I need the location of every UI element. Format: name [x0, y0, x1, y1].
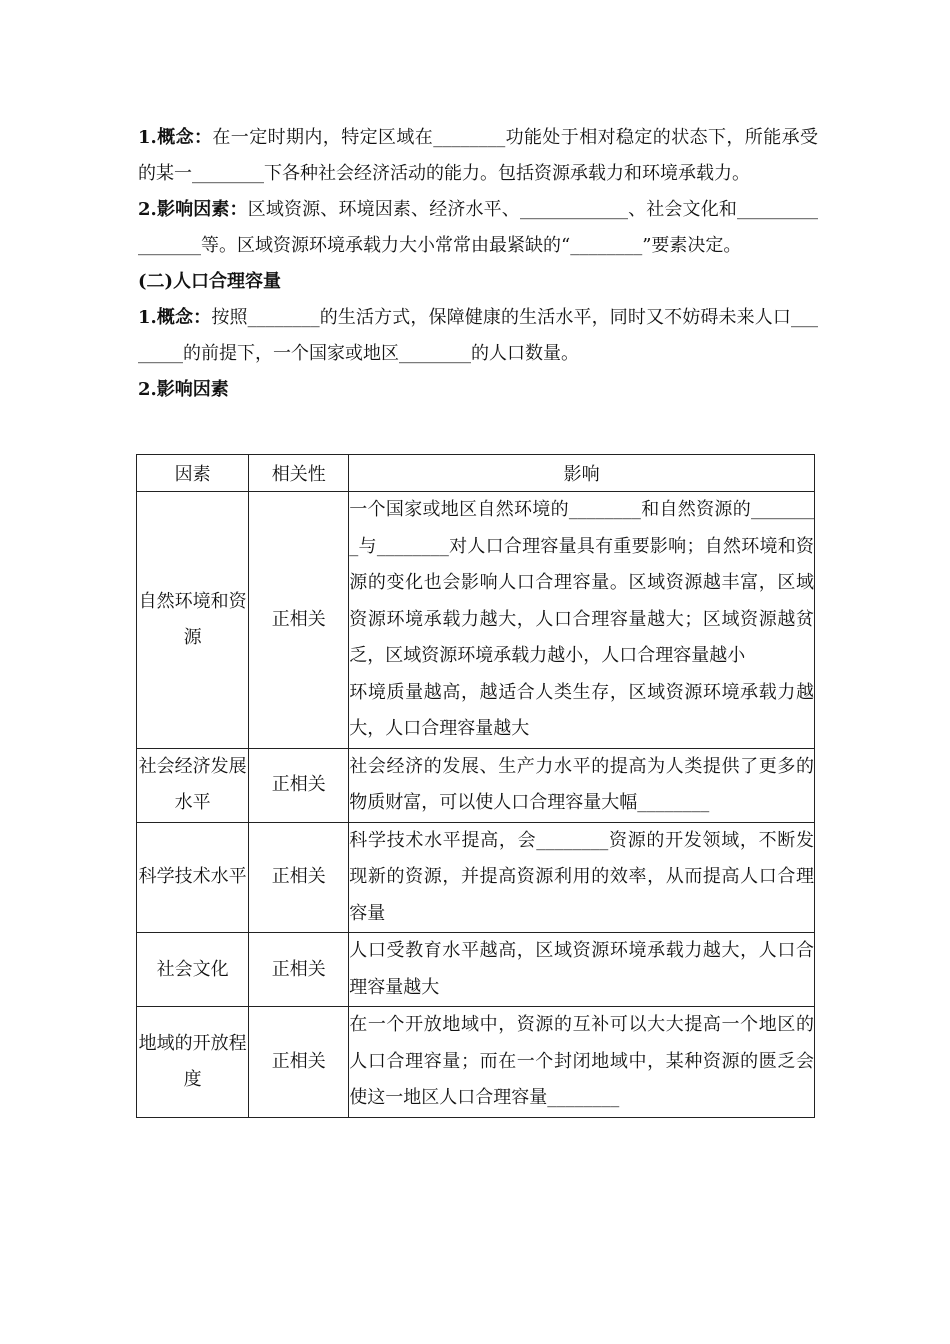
impact-cell: 在一个开放地域中，资源的互补可以大大提高一个地区的人口合理容量；而在一个封闭地域中，某种资源的匮乏会使这一地区人口合理容量________ — [349, 1007, 815, 1118]
table-row — [137, 822, 815, 933]
impact-cell: 科学技术水平提高，会________资源的开发领域，不断发现新的资源，并提高资源利用的效率，从而提高人口合理容量 — [349, 822, 815, 933]
factors-table — [136, 454, 815, 1118]
factors-text: 区域资源、环境因素、经济水平、____________、社会文化和________________等。区域资源环境承载力大小常常由最紧缺的“________”要素决定。 — [138, 199, 819, 256]
carrying-capacity-factors — [138, 192, 818, 264]
section-title: (二)人口合理容量 — [138, 271, 282, 292]
impact-cell: 社会经济的发展、生产力水平的提高为人类提供了更多的物质财富，可以使人口合理容量大幅________ — [349, 748, 815, 822]
concept-label: 1.概念： — [138, 127, 213, 148]
factors-label: 2.影响因素： — [138, 199, 248, 220]
factor-cell: 社会经济发展水平 — [137, 748, 249, 822]
concept-label: 1.概念： — [138, 307, 212, 328]
population-capacity-concept — [138, 300, 818, 372]
impact-cell — [349, 492, 815, 749]
impact-cell: 人口受教育水平越高，区域资源环境承载力越大，人口合理容量越大 — [349, 933, 815, 1007]
factor-cell: 社会文化 — [137, 933, 249, 1007]
concept-text: 按照________的生活方式，保障健康的生活水平，同时又不妨碍未来人口________的前提下，一个国家或地区________的人口数量。 — [138, 307, 819, 364]
table-row — [137, 492, 815, 749]
header-impact: 影响 — [349, 455, 815, 492]
table-header-row — [137, 455, 815, 492]
factor-cell: 科学技术水平 — [137, 822, 249, 933]
correlation-cell: 正相关 — [249, 492, 349, 749]
correlation-cell: 正相关 — [249, 748, 349, 822]
table-row — [137, 1007, 815, 1118]
factor-cell: 自然环境和资源 — [137, 492, 249, 749]
header-factor: 因素 — [137, 455, 249, 492]
carrying-capacity-concept — [138, 120, 818, 192]
correlation-cell: 正相关 — [249, 1007, 349, 1118]
impact-text: 一个国家或地区自然环境的________和自然资源的________与________对人口合理容量具有重要影响；自然环境和资源的变化也会影响人口合理容量。区域资源越丰富，区域资源环境承载力越大，人口合理容量越大；区域资源越贫乏，区域资源环境承载力越小，人口合理容量越小 — [349, 499, 814, 666]
correlation-cell: 正相关 — [249, 933, 349, 1007]
factor-cell: 地域的开放程度 — [137, 1007, 249, 1118]
document-body — [138, 120, 818, 408]
factors-subtitle: 2.影响因素 — [138, 379, 229, 400]
correlation-cell: 正相关 — [249, 822, 349, 933]
table-row — [137, 748, 815, 822]
header-correlation: 相关性 — [249, 455, 349, 492]
impact-text-2: 环境质量越高，越适合人类生存，区域资源环境承载力越大，人口合理容量越大 — [349, 681, 814, 739]
concept-text: 在一定时期内，特定区域在________功能处于相对稳定的状态下，所能承受的某一________下各种社会经济活动的能力。包括资源承载力和环境承载力。 — [138, 127, 819, 184]
table-row — [137, 933, 815, 1007]
